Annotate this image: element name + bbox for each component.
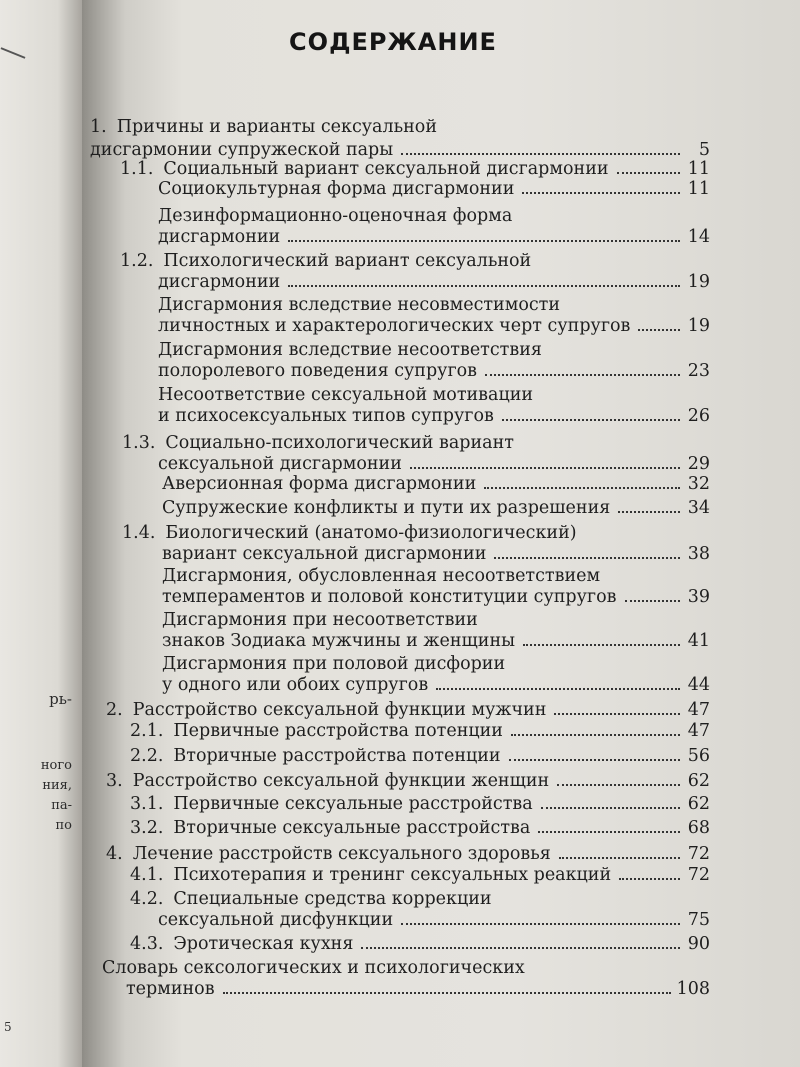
toc-entry-number: 1.4. xyxy=(122,523,156,543)
dot-leader xyxy=(361,947,680,949)
margin-mark xyxy=(1,47,26,59)
toc-entry-title: знаков Зодиака мужчины и женщины xyxy=(162,631,516,651)
toc-entry-page: 75 xyxy=(687,910,710,930)
toc-entry xyxy=(90,116,710,138)
left-page-text-fragment: ния, xyxy=(42,778,72,793)
dot-leader xyxy=(557,784,680,786)
toc-entry-page: 11 xyxy=(687,179,710,199)
toc-entry xyxy=(158,909,710,931)
toc-entry-page: 72 xyxy=(687,844,710,864)
toc-entry-title: Аверсионная форма дисгармонии xyxy=(162,474,477,494)
toc-entry-number: 2.1. xyxy=(130,721,164,741)
toc-entry-page: 44 xyxy=(687,675,710,695)
left-page-edge xyxy=(0,0,82,1067)
toc-entry xyxy=(130,745,710,767)
toc-entry-title: Расстройство сексуальной функции мужчин xyxy=(132,700,547,720)
toc-entry-title: личностных и характерологических черт супругов xyxy=(158,316,631,336)
left-page-text-fragment: рь- xyxy=(49,690,72,708)
toc-entry xyxy=(162,543,710,565)
toc-entry-title: Супружеские конфликты и пути их разрешения xyxy=(162,498,611,518)
toc-entry-title: Социокультурная форма дисгармонии xyxy=(158,179,515,199)
toc-entry xyxy=(158,339,710,361)
toc-entry-page: 5 xyxy=(698,140,710,160)
toc-entry-title: Дисгармония при половой дисфории xyxy=(162,654,506,674)
toc-entry-page: 19 xyxy=(687,316,710,336)
toc-entry-title: терминов xyxy=(126,979,215,999)
dot-leader xyxy=(288,240,680,242)
toc-entry-title: Психотерапия и тренинг сексуальных реакций xyxy=(173,865,612,885)
toc-entry-number: 3. xyxy=(106,771,123,791)
contents-page xyxy=(82,0,800,1067)
toc-entry-title: Расстройство сексуальной функции женщин xyxy=(132,771,550,791)
toc-entry-number: 4.2. xyxy=(130,889,164,909)
dot-leader xyxy=(401,153,680,155)
toc-entry xyxy=(106,770,710,792)
toc-entry-title: Причины и варианты сексуальной xyxy=(116,117,438,137)
toc-entry xyxy=(162,630,710,652)
toc-entry xyxy=(106,843,710,865)
toc-entry xyxy=(158,271,710,293)
toc-entry xyxy=(130,888,710,910)
toc-entry xyxy=(130,793,710,815)
toc-entry-page: 62 xyxy=(687,771,710,791)
dot-leader xyxy=(618,511,680,513)
toc-entry xyxy=(102,957,710,979)
dot-leader xyxy=(625,600,681,602)
toc-entry xyxy=(158,205,710,227)
dot-leader xyxy=(410,467,680,469)
toc-entry-page: 14 xyxy=(687,227,710,247)
dot-leader xyxy=(509,759,680,761)
toc-entry-title: дисгармонии супружеской пары xyxy=(90,140,394,160)
toc-entry-title: Эротическая кухня xyxy=(173,934,354,954)
toc-entry-number: 1.3. xyxy=(122,433,156,453)
toc-entry xyxy=(158,315,710,337)
toc-entry xyxy=(126,978,710,1000)
toc-entry-number: 4. xyxy=(106,844,123,864)
toc-entry-page: 19 xyxy=(687,272,710,292)
dot-leader xyxy=(522,192,680,194)
toc-entry-page: 41 xyxy=(687,631,710,651)
toc-entry-title: Социальный вариант сексуальной дисгармонии xyxy=(163,159,609,179)
toc-entry-page: 32 xyxy=(687,474,710,494)
toc-entry-page: 23 xyxy=(687,361,710,381)
toc-entry xyxy=(130,864,710,886)
page-title: СОДЕРЖАНИЕ xyxy=(289,28,497,56)
toc-entry-title: Биологический (анатомо-физиологический) xyxy=(165,523,577,543)
toc-entry-title: Социально-психологический вариант xyxy=(165,433,514,453)
toc-entry-title: Дезинформационно-оценочная форма xyxy=(158,206,513,226)
toc-entry-page: 68 xyxy=(687,818,710,838)
toc-entry xyxy=(106,699,710,721)
toc-entry xyxy=(158,405,710,427)
toc-entry-title: Дисгармония вследствие несоответствия xyxy=(158,340,542,360)
toc-entry xyxy=(158,384,710,406)
toc-entry-number: 1.2. xyxy=(120,251,154,271)
dot-leader xyxy=(485,374,680,376)
left-page-text-fragment: ного xyxy=(40,758,72,773)
toc-entry xyxy=(162,674,710,696)
toc-entry-number: 4.3. xyxy=(130,934,164,954)
toc-entry-title: Лечение расстройств сексуального здоровья xyxy=(132,844,551,864)
toc-entry-title: Первичные сексуальные расстройства xyxy=(173,794,533,814)
toc-entry-title: темпераментов и половой конституции супругов xyxy=(162,587,617,607)
toc-entry-page: 108 xyxy=(676,979,710,999)
toc-entry-title: Дисгармония, обусловленная несоответствием xyxy=(162,566,601,586)
toc-entry xyxy=(162,497,710,519)
dot-leader xyxy=(617,172,680,174)
toc-entry-title: Словарь сексологических и психологических xyxy=(102,958,525,978)
dot-leader xyxy=(538,831,680,833)
dot-leader xyxy=(638,329,680,331)
toc-entry-number: 2. xyxy=(106,700,123,720)
dot-leader xyxy=(288,285,680,287)
toc-entry-page: 29 xyxy=(687,454,710,474)
toc-entry-page: 26 xyxy=(687,406,710,426)
dot-leader xyxy=(541,807,680,809)
toc-entry-page: 11 xyxy=(687,159,710,179)
toc-entry-page: 47 xyxy=(687,700,710,720)
toc-entry-title: Дисгармония вследствие несовместимости xyxy=(158,295,561,315)
toc-entry xyxy=(130,933,710,955)
toc-entry-title: дисгармонии xyxy=(158,227,281,247)
toc-entry xyxy=(120,158,710,180)
dot-leader xyxy=(502,419,680,421)
toc-entry-title: дисгармонии xyxy=(158,272,281,292)
toc-entry xyxy=(162,609,710,631)
dot-leader xyxy=(559,857,680,859)
toc-entry-title: Специальные средства коррекции xyxy=(173,889,492,909)
dot-leader xyxy=(523,644,680,646)
dot-leader xyxy=(223,992,671,994)
toc-entry xyxy=(120,250,710,272)
toc-entry-title: Психологический вариант сексуальной xyxy=(163,251,532,271)
toc-entry-number: 2.2. xyxy=(130,746,164,766)
toc-entry xyxy=(162,473,710,495)
toc-entry xyxy=(162,653,710,675)
toc-entry-page: 47 xyxy=(687,721,710,741)
toc-entry xyxy=(158,178,710,200)
toc-entry-title: Вторичные расстройства потенции xyxy=(173,746,501,766)
toc-entry-title: Несоответствие сексуальной мотивации xyxy=(158,385,534,405)
toc-entry-title: вариант сексуальной дисгармонии xyxy=(162,544,487,564)
toc-entry-page: 62 xyxy=(687,794,710,814)
toc-entry xyxy=(162,586,710,608)
toc-entry xyxy=(158,453,710,475)
dot-leader xyxy=(494,557,680,559)
dot-leader xyxy=(554,713,680,715)
toc-entry xyxy=(162,565,710,587)
toc-entry-title: Дисгармония при несоответствии xyxy=(162,610,478,630)
toc-entry-page: 90 xyxy=(687,934,710,954)
dot-leader xyxy=(619,878,680,880)
toc-entry-page: 56 xyxy=(687,746,710,766)
dot-leader xyxy=(401,923,680,925)
toc-entry-page: 38 xyxy=(687,544,710,564)
left-page-number: 5 xyxy=(4,1020,12,1034)
toc-entry-page: 34 xyxy=(687,498,710,518)
toc-entry-title: у одного или обоих супругов xyxy=(162,675,429,695)
toc-entry-number: 1.1. xyxy=(120,159,154,179)
dot-leader xyxy=(511,734,680,736)
dot-leader xyxy=(484,487,680,489)
left-page-text-fragment: па- xyxy=(51,798,72,813)
toc-entry-page: 39 xyxy=(687,587,710,607)
toc-entry xyxy=(122,522,710,544)
left-page-text-fragment: по xyxy=(55,818,72,833)
toc-entry-title: Вторичные сексуальные расстройства xyxy=(173,818,531,838)
toc-entry xyxy=(130,817,710,839)
toc-entry-title: полоролевого поведения супругов xyxy=(158,361,478,381)
toc-entry-title: и психосексуальных типов супругов xyxy=(158,406,494,426)
toc-entry-page: 72 xyxy=(687,865,710,885)
toc-entry-number: 3.2. xyxy=(130,818,164,838)
toc-entry xyxy=(122,432,710,454)
toc-entry-number: 4.1. xyxy=(130,865,164,885)
toc-entry-number: 3.1. xyxy=(130,794,164,814)
dot-leader xyxy=(436,688,680,690)
toc-entry xyxy=(158,294,710,316)
toc-entry-title: сексуальной дисгармонии xyxy=(158,454,402,474)
toc-entry xyxy=(130,720,710,742)
toc-entry xyxy=(158,360,710,382)
toc-entry-title: сексуальной дисфункции xyxy=(158,910,394,930)
toc-entry-title: Первичные расстройства потенции xyxy=(173,721,503,741)
toc-entry-number: 1. xyxy=(90,117,107,137)
toc-entry xyxy=(158,226,710,248)
